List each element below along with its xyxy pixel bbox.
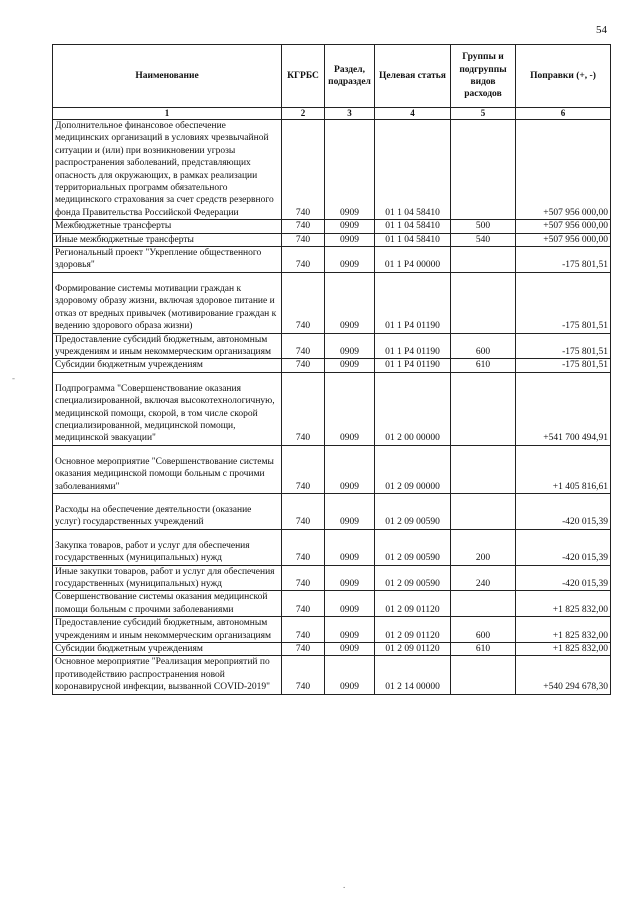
row-expense-type: [451, 445, 516, 493]
row-name: Основное мероприятие "Реализация мероприятий по противодействию распространения новой коронавирусной инфекции, вызванной COVID-2019": [53, 656, 282, 694]
row-section: 0909: [325, 220, 375, 233]
row-expense-type: 500: [451, 220, 516, 233]
row-expense-type: [451, 120, 516, 220]
row-target-article: 01 2 00 00000: [375, 372, 451, 445]
row-section: 0909: [325, 233, 375, 246]
row-target-article: 01 1 P4 01190: [375, 359, 451, 372]
page-number: 54: [596, 24, 607, 36]
column-number: 3: [325, 108, 375, 120]
row-section: 0909: [325, 272, 375, 333]
row-kgrbs: 740: [282, 372, 325, 445]
row-amendment-amount: -175 801,51: [516, 272, 611, 333]
table-row: [53, 333, 611, 359]
row-kgrbs: 740: [282, 272, 325, 333]
table-row: [53, 372, 611, 445]
row-target-article: 01 1 04 58410: [375, 120, 451, 220]
table-row: [53, 617, 611, 643]
row-target-article: 01 2 09 00590: [375, 529, 451, 565]
row-section: 0909: [325, 617, 375, 643]
row-target-article: 01 2 09 01120: [375, 617, 451, 643]
row-section: 0909: [325, 565, 375, 591]
row-amendment-amount: -175 801,51: [516, 359, 611, 372]
table-row: [53, 643, 611, 656]
row-section: 0909: [325, 656, 375, 694]
row-kgrbs: 740: [282, 445, 325, 493]
column-number: 2: [282, 108, 325, 120]
row-kgrbs: 740: [282, 643, 325, 656]
row-amendment-amount: -420 015,39: [516, 529, 611, 565]
row-target-article: 01 1 P4 00000: [375, 247, 451, 273]
header-kgrbs: КГРБС: [282, 45, 325, 108]
row-section: 0909: [325, 643, 375, 656]
row-expense-type: [451, 372, 516, 445]
row-target-article: 01 1 04 58410: [375, 233, 451, 246]
row-amendment-amount: -420 015,39: [516, 565, 611, 591]
row-expense-type: 540: [451, 233, 516, 246]
row-section: 0909: [325, 120, 375, 220]
row-expense-type: 610: [451, 359, 516, 372]
row-amendment-amount: +507 956 000,00: [516, 120, 611, 220]
row-kgrbs: 740: [282, 591, 325, 617]
row-kgrbs: 740: [282, 617, 325, 643]
row-name: Межбюджетные трансферты: [53, 220, 282, 233]
margin-mark: -: [12, 373, 15, 383]
table-row: [53, 493, 611, 529]
row-expense-type: [451, 656, 516, 694]
row-name: Предоставление субсидий бюджетным, автономным учреждениям и иным некоммерческим организациям: [53, 333, 282, 359]
row-target-article: 01 2 09 00000: [375, 445, 451, 493]
row-kgrbs: 740: [282, 565, 325, 591]
row-amendment-amount: +541 700 494,91: [516, 372, 611, 445]
row-expense-type: 600: [451, 617, 516, 643]
row-section: 0909: [325, 359, 375, 372]
row-name: Предоставление субсидий бюджетным, автономным учреждениям и иным некоммерческим организациям: [53, 617, 282, 643]
budget-amendments-table: [52, 44, 611, 695]
row-expense-type: 240: [451, 565, 516, 591]
row-target-article: 01 2 09 00590: [375, 493, 451, 529]
table-row: [53, 233, 611, 246]
row-expense-type: [451, 493, 516, 529]
row-kgrbs: 740: [282, 333, 325, 359]
row-section: 0909: [325, 372, 375, 445]
column-number: 4: [375, 108, 451, 120]
row-name: Иные закупки товаров, работ и услуг для обеспечения государственных (муниципальных) нужд: [53, 565, 282, 591]
row-name: Расходы на обеспечение деятельности (оказание услуг) государственных учреждений: [53, 493, 282, 529]
row-name: Подпрограмма "Совершенствование оказания специализированной, включая высокотехнологичную, медицинской помощи, скорой, в том числе скорой специализированной, медицинской помощи, медицинской эвакуации": [53, 372, 282, 445]
table-row: [53, 445, 611, 493]
table-row: [53, 120, 611, 220]
table-row: [53, 359, 611, 372]
row-target-article: 01 2 09 01120: [375, 591, 451, 617]
row-amendment-amount: +507 956 000,00: [516, 233, 611, 246]
row-section: 0909: [325, 333, 375, 359]
row-name: Иные межбюджетные трансферты: [53, 233, 282, 246]
row-section: 0909: [325, 529, 375, 565]
row-expense-type: [451, 591, 516, 617]
row-kgrbs: 740: [282, 359, 325, 372]
row-name: Субсидии бюджетным учреждениям: [53, 359, 282, 372]
row-expense-type: 610: [451, 643, 516, 656]
header-section: Раздел, подраздел: [325, 45, 375, 108]
row-section: 0909: [325, 493, 375, 529]
header-row: [53, 45, 611, 108]
row-amendment-amount: -175 801,51: [516, 333, 611, 359]
table-row: [53, 591, 611, 617]
row-expense-type: [451, 272, 516, 333]
row-section: 0909: [325, 247, 375, 273]
row-name: Дополнительное финансовое обеспечение медицинских организаций в условиях чрезвычайной ситуации и (или) при возникновении угрозы распространения заболеваний, представляющих опасность для окружающих, в рамках реализации территориальных программ обязательного медицинского страхования за счет средств резервного фонда Правительства Российской Федерации: [53, 120, 282, 220]
row-kgrbs: 740: [282, 529, 325, 565]
row-kgrbs: 740: [282, 493, 325, 529]
row-amendment-amount: +1 825 832,00: [516, 591, 611, 617]
column-number: 1: [53, 108, 282, 120]
row-kgrbs: 740: [282, 220, 325, 233]
table-row: [53, 247, 611, 273]
row-target-article: 01 2 14 00000: [375, 656, 451, 694]
row-target-article: 01 1 P4 01190: [375, 333, 451, 359]
row-target-article: 01 1 04 58410: [375, 220, 451, 233]
table-row: [53, 565, 611, 591]
row-name: Основное мероприятие "Совершенствование системы оказания медицинской помощи больным с прочими заболеваниями": [53, 445, 282, 493]
table-row: [53, 220, 611, 233]
row-kgrbs: 740: [282, 656, 325, 694]
row-amendment-amount: +507 956 000,00: [516, 220, 611, 233]
table-row: [53, 272, 611, 333]
column-number-row: [53, 108, 611, 120]
row-kgrbs: 740: [282, 120, 325, 220]
row-kgrbs: 740: [282, 247, 325, 273]
row-amendment-amount: +1 825 832,00: [516, 643, 611, 656]
footer-mark: .: [343, 880, 346, 890]
row-section: 0909: [325, 445, 375, 493]
row-expense-type: 200: [451, 529, 516, 565]
row-name: Закупка товаров, работ и услуг для обеспечения государственных (муниципальных) нужд: [53, 529, 282, 565]
row-kgrbs: 740: [282, 233, 325, 246]
table-row: [53, 529, 611, 565]
row-amendment-amount: -420 015,39: [516, 493, 611, 529]
row-target-article: 01 2 09 00590: [375, 565, 451, 591]
row-amendment-amount: +1 405 816,61: [516, 445, 611, 493]
row-name: Формирование системы мотивации граждан к здоровому образу жизни, включая здоровое питание и отказ от вредных привычек (мотивирование граждан к ведению здорового образа жизни): [53, 272, 282, 333]
row-expense-type: 600: [451, 333, 516, 359]
row-name: Субсидии бюджетным учреждениям: [53, 643, 282, 656]
header-name: Наименование: [53, 45, 282, 108]
row-target-article: 01 2 09 01120: [375, 643, 451, 656]
row-amendment-amount: +540 294 678,30: [516, 656, 611, 694]
table-row: [53, 656, 611, 694]
row-section: 0909: [325, 591, 375, 617]
row-name: Региональный проект "Укрепление общественного здоровья": [53, 247, 282, 273]
row-amendment-amount: +1 825 832,00: [516, 617, 611, 643]
column-number: 5: [451, 108, 516, 120]
header-target-article: Целевая статья: [375, 45, 451, 108]
row-amendment-amount: -175 801,51: [516, 247, 611, 273]
header-expense-type: Группы и подгруппы видов расходов: [451, 45, 516, 108]
row-target-article: 01 1 P4 01190: [375, 272, 451, 333]
row-expense-type: [451, 247, 516, 273]
row-name: Совершенствование системы оказания медицинской помощи больным с прочими заболеваниями: [53, 591, 282, 617]
column-number: 6: [516, 108, 611, 120]
header-amendment: Поправки (+, -): [516, 45, 611, 108]
